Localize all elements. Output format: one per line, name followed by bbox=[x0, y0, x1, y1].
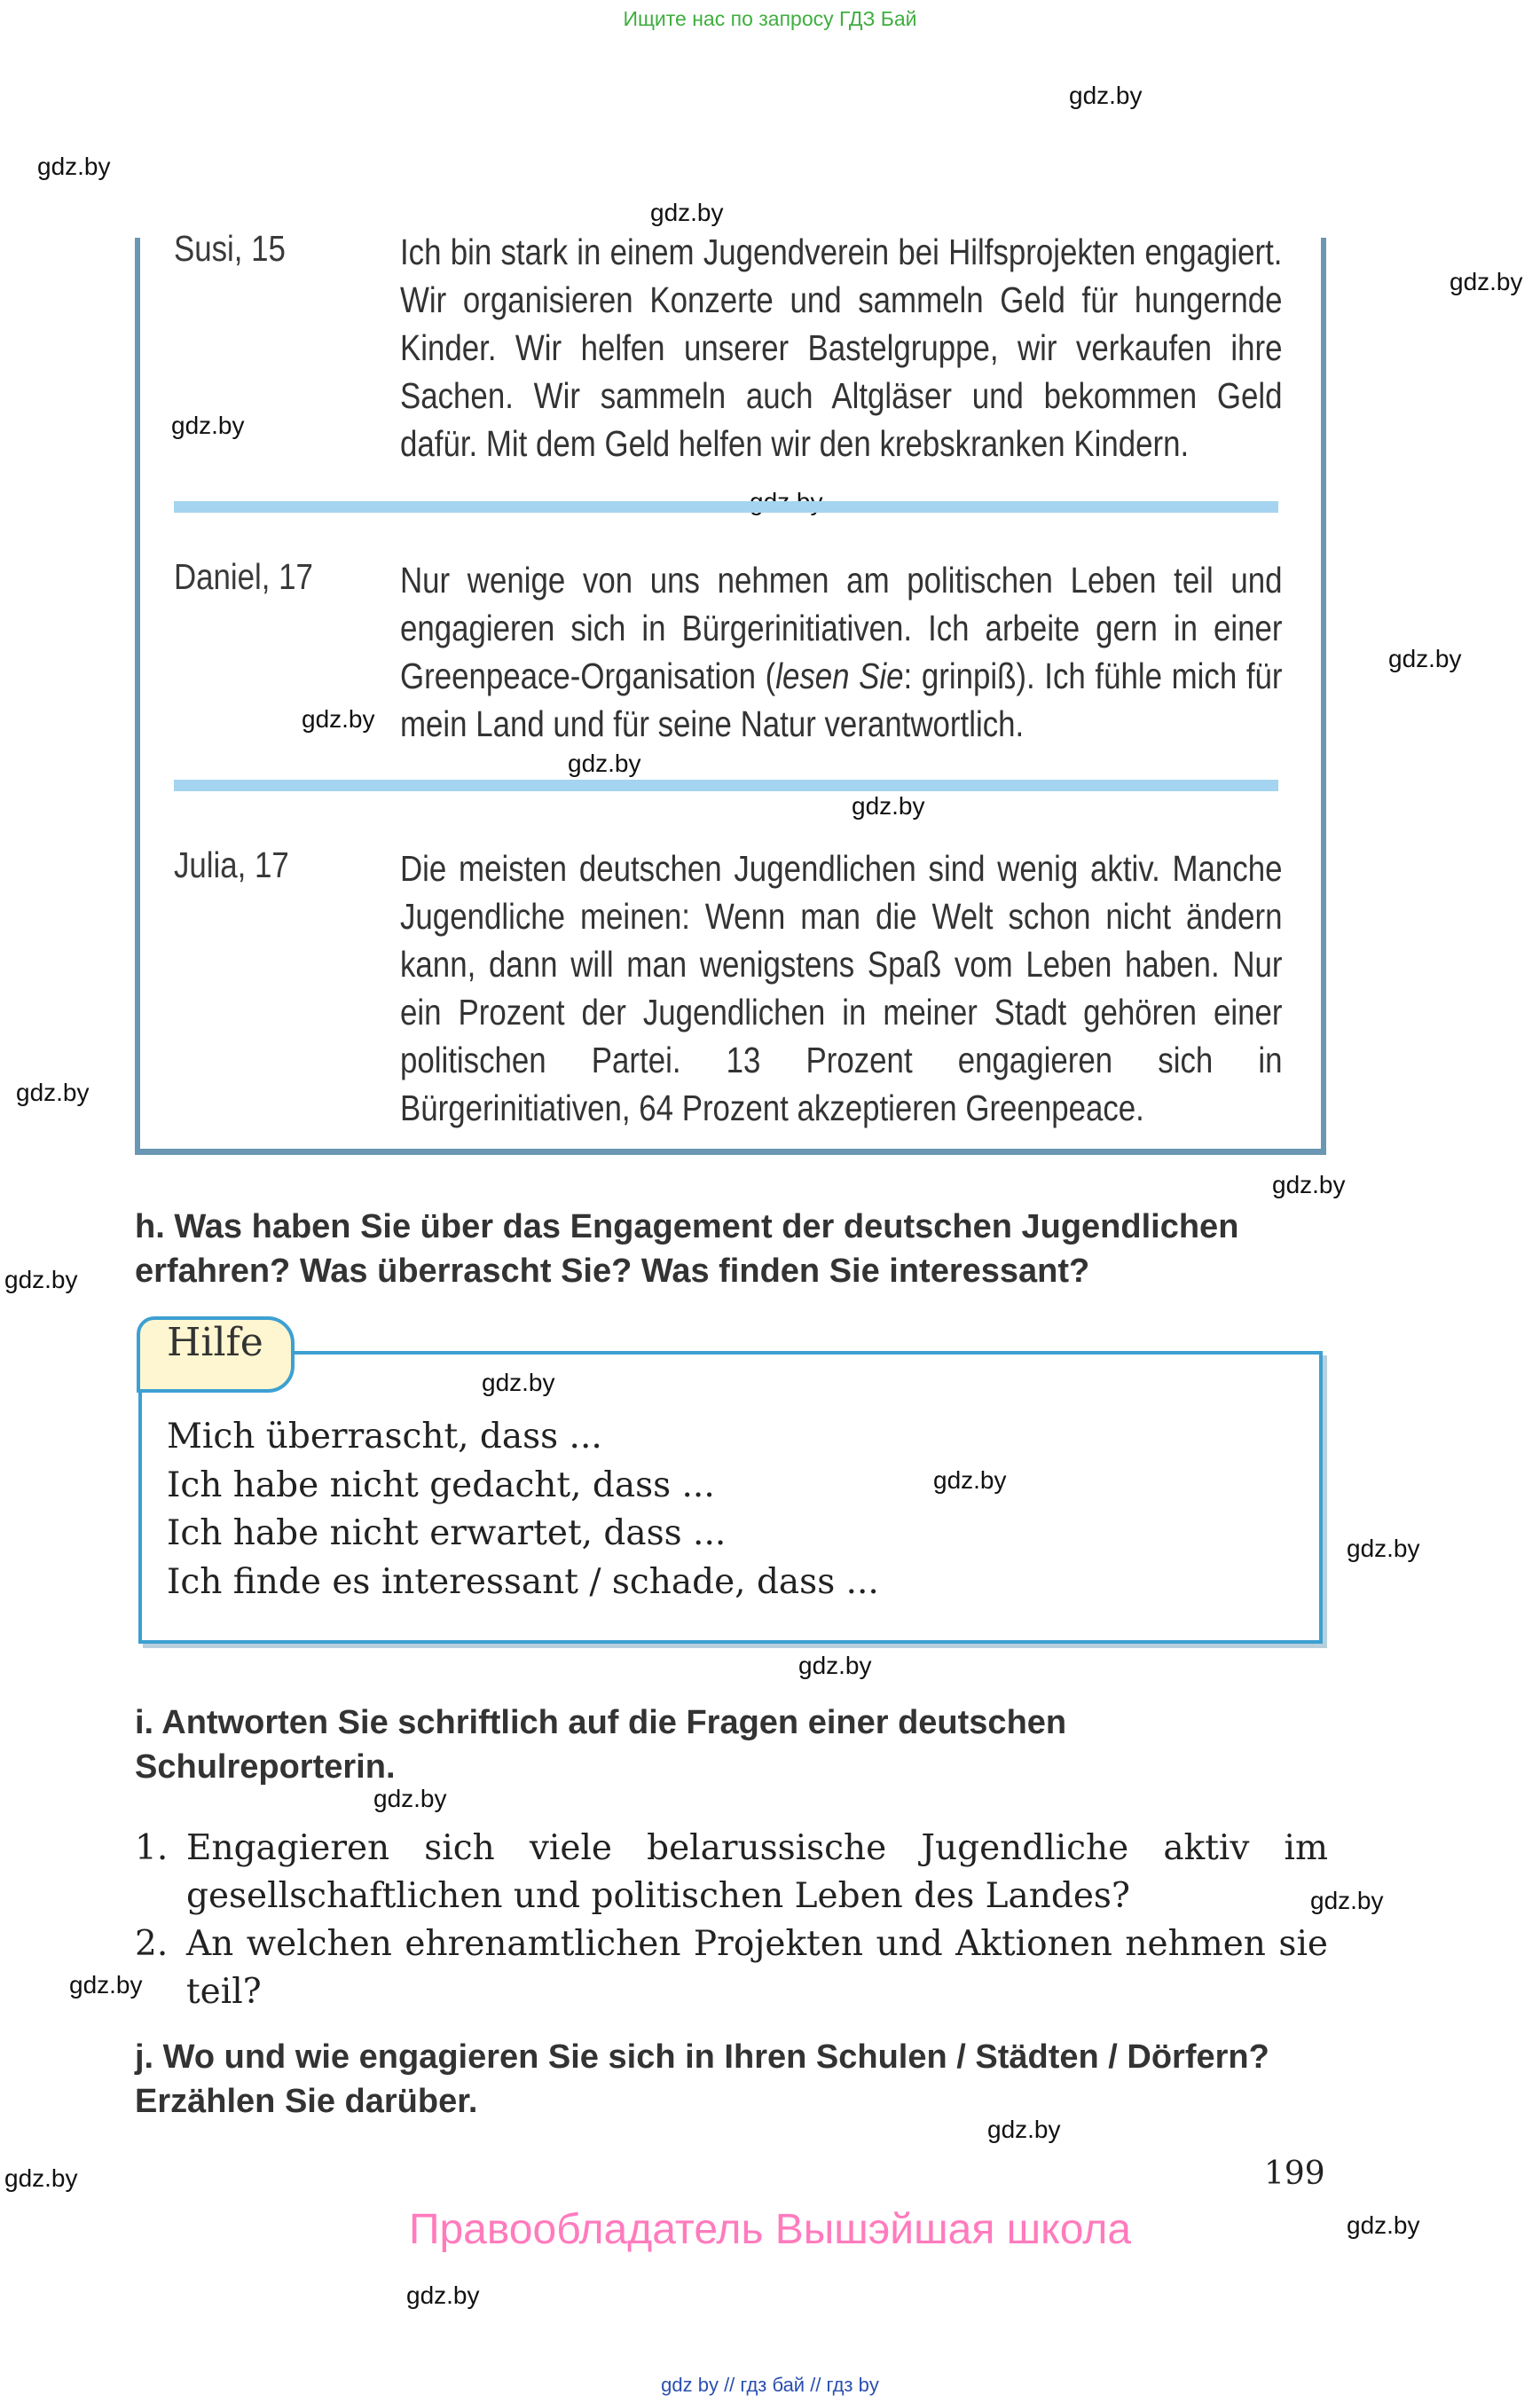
watermark: gdz.by bbox=[69, 1971, 143, 1999]
copyright: Правообладатель Вышэйшая школа bbox=[408, 2206, 1132, 2253]
watermark: gdz.by bbox=[1310, 1887, 1384, 1914]
watermark: gdz.by bbox=[798, 1652, 872, 1679]
entry-name: Susi, 15 bbox=[174, 228, 286, 269]
question-number: 2. bbox=[135, 1924, 169, 1964]
entry-text: Nur wenige von uns nehmen am politischen Leben teil und engagieren sich in Bürgerinitiativen. Ich arbeite gern in einer Greenpeace-Organisation (lesen Sie: grinpiß). Ich fühle mich für mein Land und für seine Natur verantwortlich. bbox=[400, 560, 1283, 744]
watermark: gdz.by bbox=[171, 412, 245, 439]
hilfe-line: Ich habe nicht gedacht, dass ... bbox=[167, 1465, 715, 1505]
hilfe-line: Mich überrascht, dass ... bbox=[167, 1417, 602, 1457]
separator bbox=[174, 780, 1278, 791]
watermark: gdz.by bbox=[1069, 82, 1143, 109]
question-text: An welchen ehrenamtlichen Projekten und Aktionen nehmen sie teil? bbox=[186, 1924, 1328, 2012]
watermark: gdz.by bbox=[16, 1079, 90, 1106]
entry-text: Ich bin stark in einem Jugendverein bei Hilfsprojekten engagiert. Wir organisieren Konzerte und sammeln Geld für hungernde Kinder. Wir helfen unserer Bastelgruppe, wir verkaufen ihre Sachen. Wir sammeln auch Altgläser und bekommen Geld dafür. Mit dem Geld helfen wir den krebskranken Kindern. bbox=[400, 232, 1283, 464]
watermark: gdz.by bbox=[568, 750, 641, 777]
watermark: gdz.by bbox=[406, 2281, 480, 2309]
hilfe-line: Ich finde es interessant / schade, dass ... bbox=[167, 1562, 879, 1602]
watermark: gdz.by bbox=[482, 1369, 555, 1396]
question-number: 1. bbox=[135, 1828, 169, 1868]
watermark: gdz.by bbox=[1388, 645, 1462, 672]
watermark: gdz.by bbox=[1450, 268, 1523, 295]
watermark: gdz.by bbox=[933, 1466, 1007, 1494]
entry-text: Die meisten deutschen Jugendlichen sind wenig aktiv. Manche Jugendliche meinen: Wenn man die Welt schon nicht ändern kann, dann will man wenigstens Spaß vom Leben haben. Nur ein Prozent der Jugendlichen in meiner Stadt gehören einer politischen Partei. 13 Prozent engagieren sich in Bürgerinitiativen, 64 Prozent akzeptieren Greenpeace. bbox=[400, 848, 1283, 1128]
question-text: Engagieren sich viele belarussische Jugendliche aktiv im gesellschaftlichen und politischen Leben des Landes? bbox=[186, 1828, 1328, 1916]
watermark: gdz.by bbox=[852, 792, 925, 820]
watermark: gdz.by bbox=[302, 705, 375, 733]
separator bbox=[174, 501, 1278, 513]
entry-name: Julia, 17 bbox=[174, 844, 289, 885]
entry-name: Daniel, 17 bbox=[174, 556, 313, 597]
watermark: gdz.by bbox=[650, 199, 724, 226]
footer-links[interactable]: gdz by // гдз бай // гдз by bbox=[661, 2374, 879, 2396]
watermark: gdz.by bbox=[1347, 1535, 1420, 1562]
task-h: h. Was haben Sie über das Engagement der deutschen Jugendlichen erfahren? Was überrascht Sie? Was finden Sie interessant? bbox=[135, 1208, 1239, 1290]
watermark: gdz.by bbox=[373, 1785, 447, 1812]
watermark: gdz.by bbox=[1347, 2211, 1420, 2239]
top-banner[interactable]: Ищите нас по запросу ГДЗ Бай bbox=[623, 7, 917, 30]
watermark: gdz.by bbox=[4, 2164, 78, 2192]
watermark: gdz.by bbox=[4, 1266, 78, 1293]
italic-hint: lesen Sie bbox=[775, 656, 904, 696]
hilfe-line: Ich habe nicht erwartet, dass ... bbox=[167, 1513, 727, 1553]
watermark: gdz.by bbox=[987, 2116, 1061, 2143]
task-i: i. Antworten Sie schriftlich auf die Fragen einer deutschen Schulreporterin. bbox=[135, 1704, 1067, 1786]
page-number: 199 bbox=[1264, 2156, 1325, 2192]
task-j: j. Wo und wie engagieren Sie sich in Ihren Schulen / Städten / Dörfern? Erzählen Sie darüber. bbox=[135, 2038, 1269, 2120]
watermark: gdz.by bbox=[1272, 1171, 1346, 1198]
watermark: gdz.by bbox=[37, 153, 111, 180]
hilfe-title: Hilfe bbox=[167, 1320, 263, 1365]
